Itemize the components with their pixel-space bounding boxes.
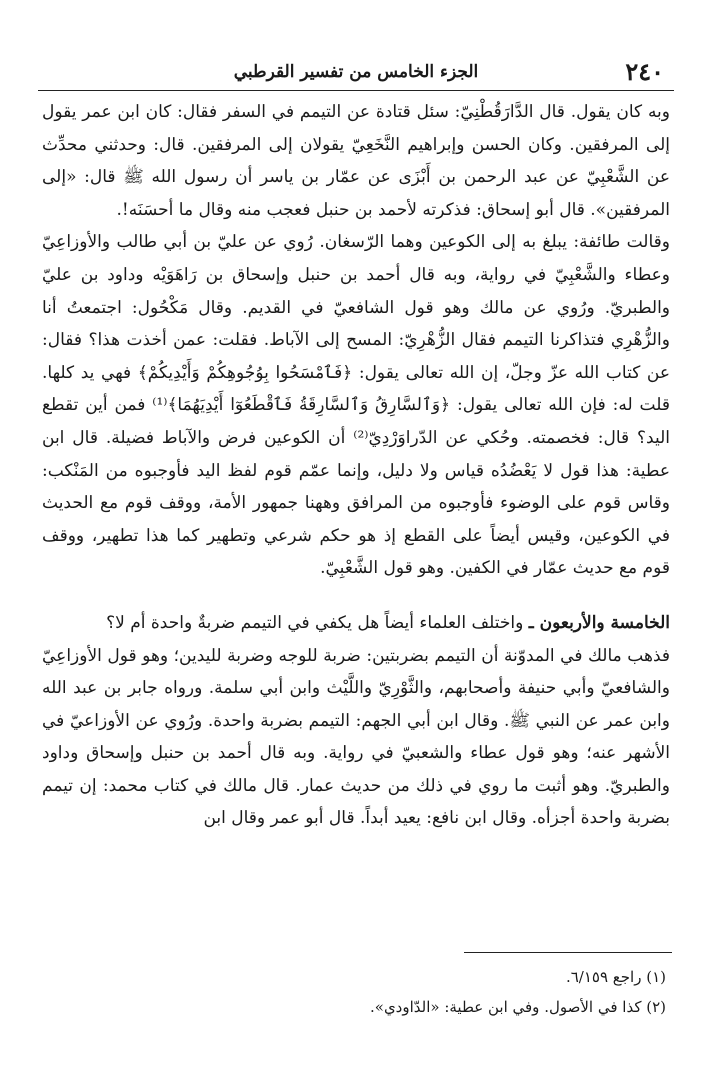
paragraph-3: فذهب مالك في المدوّنة أن التيمم بضربتين: ضربة للوجه وضربة لليدين؛ وهو قول الأوزاعِيّ والشافعيّ وأبي حنيفة وأصحابهم، والثَّوْرِيّ واللَّيْث وابن أبي سلمة. ورواه جابر بن عبد الله وابن عمر عن النبي ﷺ. وقال ابن أبي الجهم: التيمم بضربة واحدة. ورُوي عن الأوزاعيّ في الأشهر عنه؛ وهو قول عطاء والشعبيّ في رواية. وبه قال أحمد بن حنبل وإسحاق وداود والطبريّ. وهو أثبت ما روي في ذلك من حديث عمار. قال مالك في كتاب محمد: إن تيمم بضربة واحدة أجزأه. وقال ابن نافع: يعيد أبداً. قال أبو عمر وقال ابن xyxy=(42,645,670,829)
section-heading: الخامسة والأربعون ـ xyxy=(528,612,670,633)
header-rule xyxy=(38,90,674,91)
main-text xyxy=(42,96,670,835)
footnote-rule xyxy=(464,952,672,953)
page-number: ٢٤٠ xyxy=(625,57,664,86)
paragraph-1: وبه كان يقول. قال الدَّارَقُطْنِيّ: سئل قتادة عن التيمم في السفر فقال: كان ابن عمر يقول إلى المرفقين. وكان الحسن وإبراهيم النَّخَعِيّ يقولان إلى المرفقين. قال: وحدثني محدِّث عن الشَّعْبِيّ عن عبد الرحمن بن أَبْزَى عن عمّار بن ياسر أن رسول الله ﷺ قال: «إلى المرفقين». قال أبو إسحاق: فذكرته لأحمد بن حنبل فعجب منه وقال ما أحسَنَه!. xyxy=(42,102,670,220)
running-title: الجزء الخامس من تفسير القرطبي xyxy=(233,62,479,82)
paragraph-2: وقالت طائفة: يبلغ به إلى الكوعين وهما الرّسغان. رُوي عن عليّ بن أبي طالب والأوزاعِيّ وعطاء والشَّعْبِيّ في رواية، وبه قال أحمد بن حنبل وإسحاق بن رَاهَوَيْه وداود بن عليّ والطبريّ. ورُوي عن مالك وهو قول الشافعيّ في القديم. وقال مَكْحُول: اجتمعتُ أنا والزُّهْرِي فتذاكرنا التيمم فقال الزُّهْرِيّ: المسح إلى الآباط. فقلت: عمن أخذت هذا؟ فقال: عن كتاب الله عزّ وجلّ، إن الله تعالى يقول: ﴿فَٱمْسَحُوا بِوُجُوهِكُمْ وَأَيْدِيكُمْ﴾ فهي يد كلها. قلت له: فإن الله تعالى يقول: ﴿وَٱلسَّارِقُ وَٱلسَّارِقَةُ فَٱقْطَعُوٓا أَيْدِيَهُمَا﴾⁽¹⁾ فمن أين تقطع اليد؟ قال: فخصمته. وحُكي عن الدّراوَرْدِيّ⁽²⁾ أن الكوعين فرض والآباط فضيلة. قال ابن عطية: هذا قول لا يَعْضُدُه قياس ولا دليل، وإنما عمّم قوم لفظ اليد فأوجبوه من المَنْكب: وقاس قوم على الوضوء فأوجبوه من المرافق وههنا جمهور الأمة، ووقف قوم مع الحديث في الكوعين، وقيس أيضاً على القطع إذ هو حكم شرعي وتطهير كما هذا تطهير، ووقف قوم مع حديث عمّار في الكفين. وهو قول الشَّعْبِيّ. xyxy=(42,232,670,579)
footnote-1: (١) راجع ٦/١٥٩. xyxy=(565,968,666,986)
footnote-2: (٢) كذا في الأصول. وفي ابن عطية: «الدّاودي». xyxy=(370,998,666,1016)
section-heading-rest: واختلف العلماء أيضاً هل يكفي في التيمم ضربةٌ واحدة أم لا؟ xyxy=(106,612,524,633)
section-paragraph xyxy=(42,607,670,640)
footnotes xyxy=(42,962,666,1022)
page-header xyxy=(40,58,672,88)
